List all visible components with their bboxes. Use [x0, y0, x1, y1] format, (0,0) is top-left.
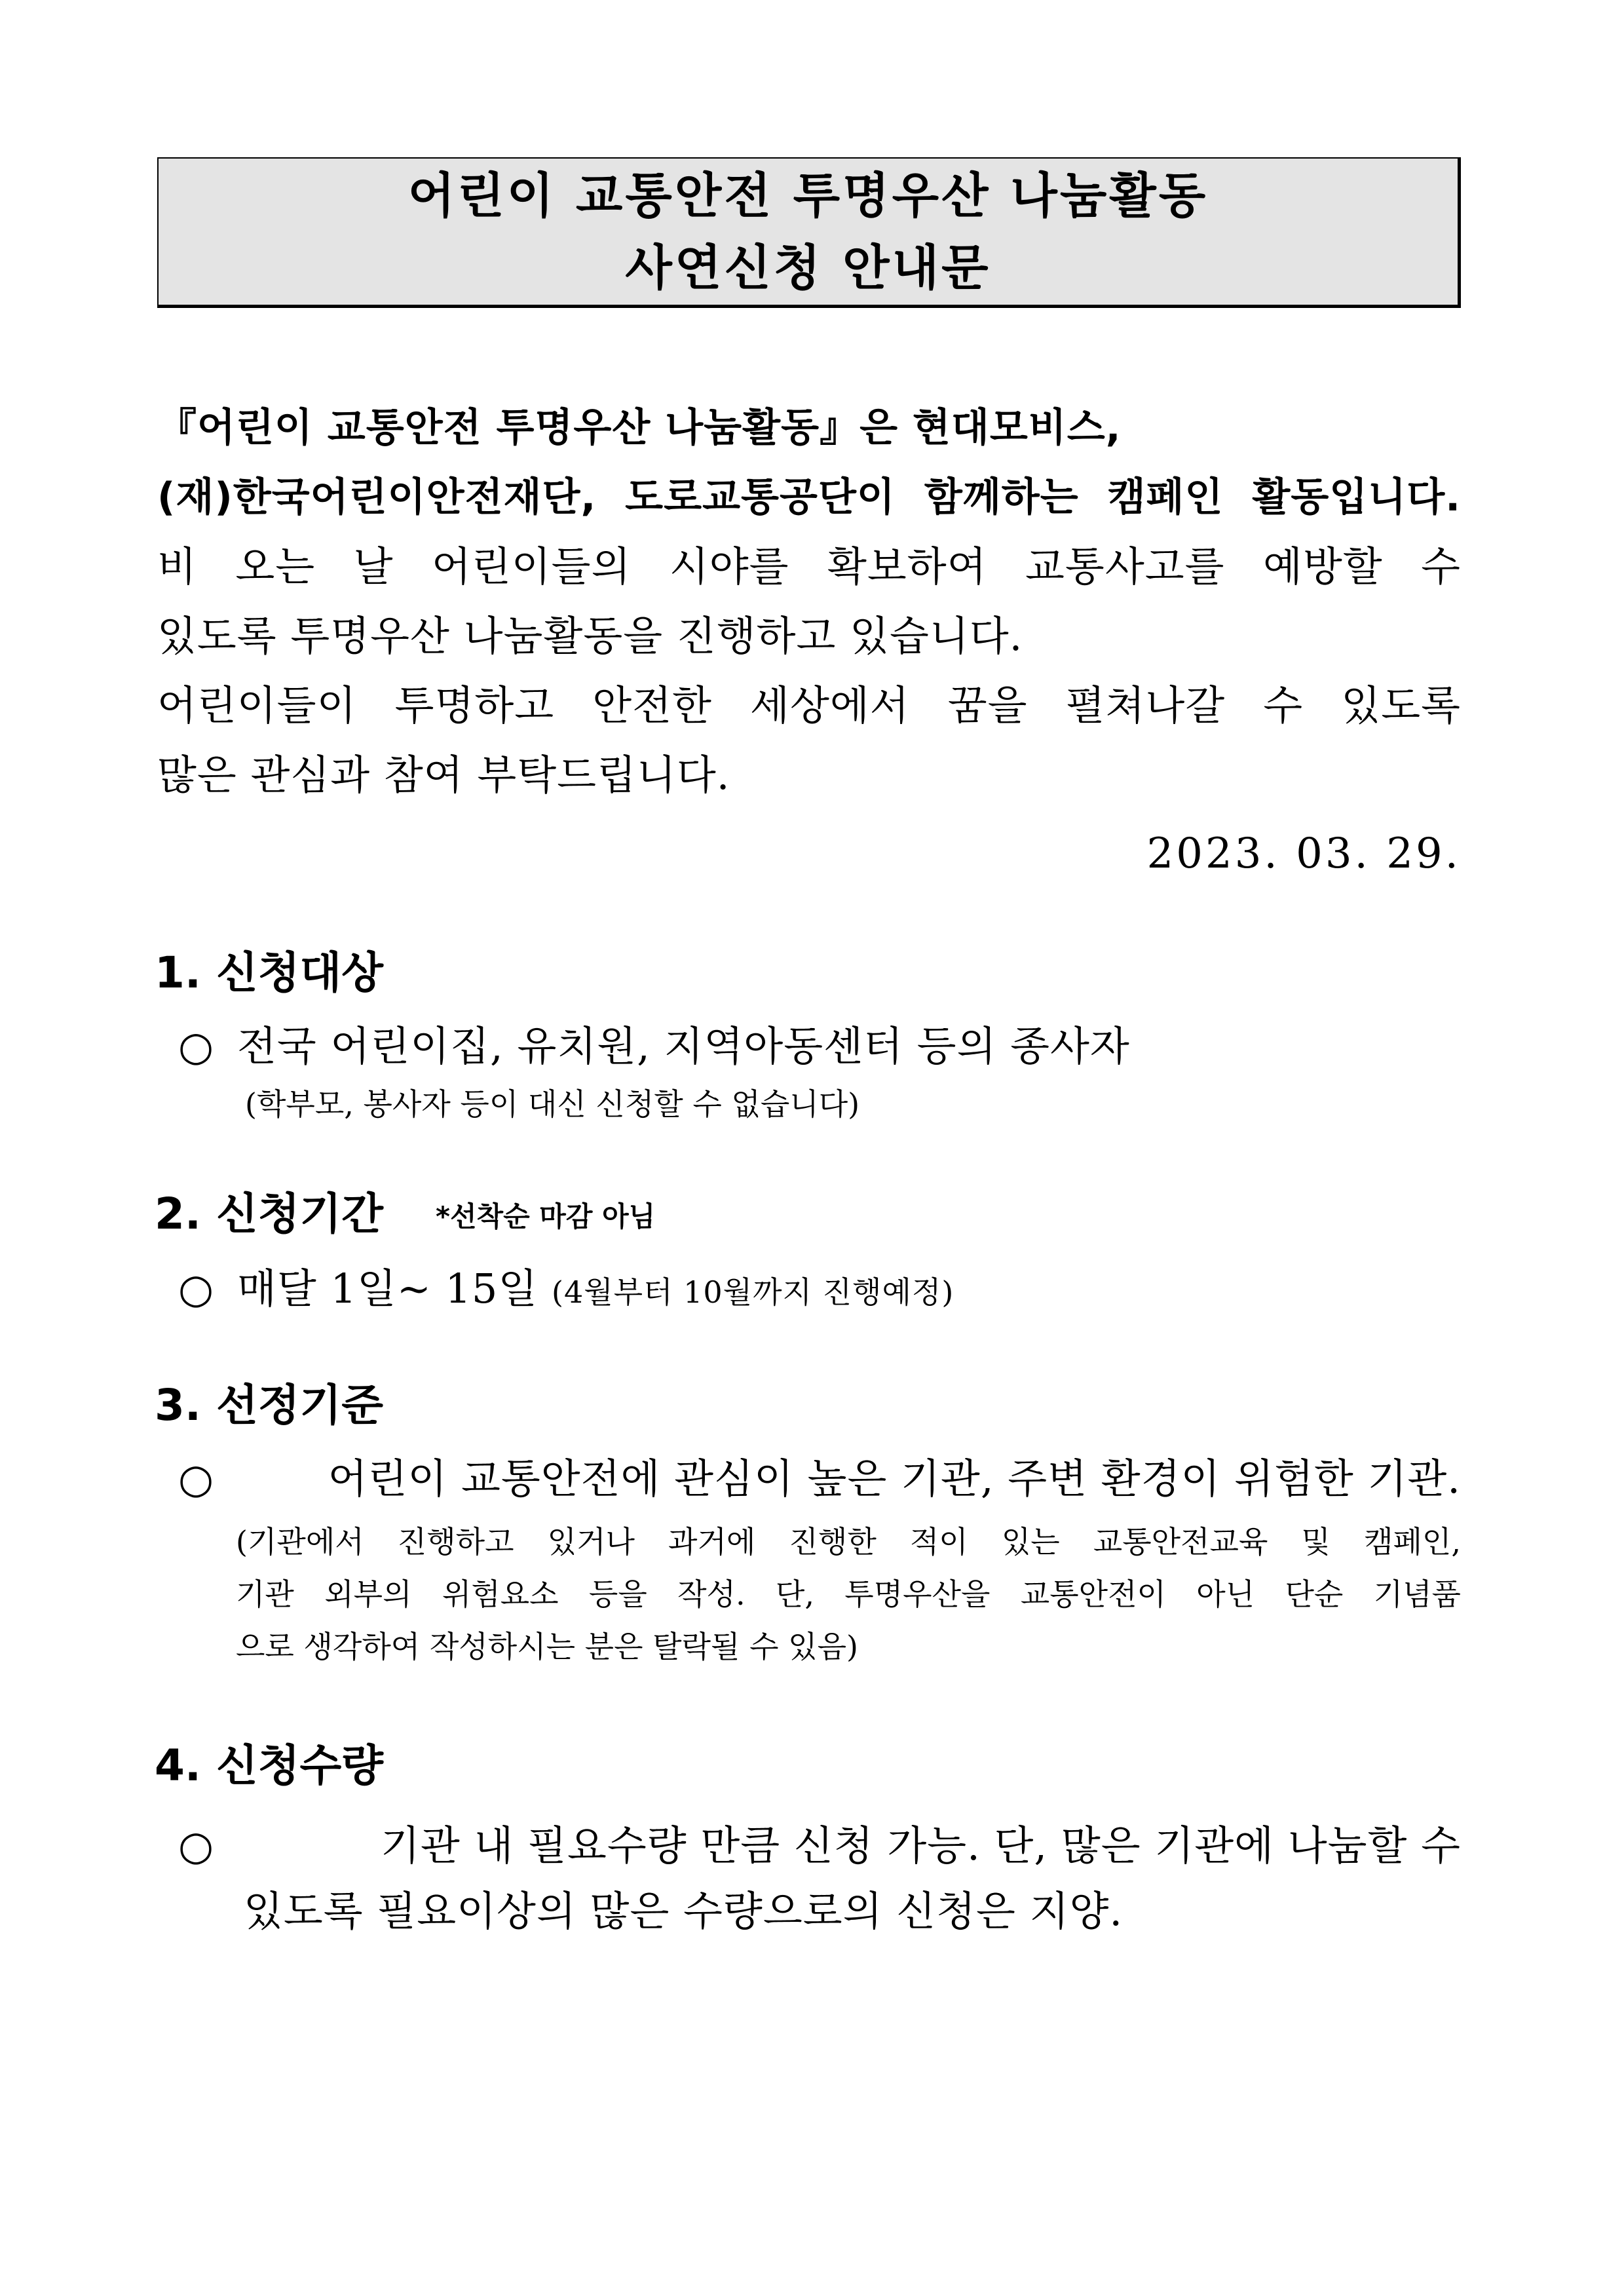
intro-line-2: (재)한국어린이안전재단, 도로교통공단이 함께하는 캠페인 활동입니다.: [157, 474, 1461, 520]
section-3-note-line-3: 으로 생각하여 작성하시는 분은 탈락될 수 있음): [236, 1629, 858, 1664]
section-3-note-line-1: (기관에서 진행하고 있거나 과거에 진행한 적이 있는 교통안전교육 및 캠페인,: [236, 1524, 1461, 1559]
section-1-note: (학부모, 봉사자 등이 대신 신청할 수 없습니다): [245, 1086, 860, 1122]
section-4-heading-text: 4. 신청수량: [155, 1740, 383, 1791]
intro-line-1: 『어린이 교통안전 투명우산 나눔활동』은 현대모비스,: [157, 405, 1122, 451]
section-1-bullet-text: 전국 어린이집, 유치원, 지역아동센터 등의 종사자: [237, 1022, 1130, 1070]
section-1-heading: [155, 944, 383, 1003]
section-3-note-line-2: 기관 외부의 위험요소 등을 작성. 단, 투명우산을 교통안전이 아닌 단순 기념품: [236, 1577, 1461, 1612]
section-3-heading: [155, 1376, 383, 1435]
circle-bullet-icon: ○: [178, 1022, 215, 1070]
section-2-note: (4월부터 10월까지 진행예정): [552, 1274, 954, 1310]
section-2-heading-text: 2. 신청기간: [155, 1189, 383, 1239]
section-2-bullet-text: 매달 1일~ 15일: [237, 1265, 538, 1312]
section-2-heading: [155, 1185, 655, 1246]
section-3-bullet-text: 어린이 교통안전에 관심이 높은 기관, 주변 환경이 위험한 기관.: [328, 1455, 1461, 1502]
section-2-bullet: [178, 1259, 954, 1322]
section-4-heading: [155, 1736, 383, 1795]
title-box: [157, 157, 1461, 308]
intro-line-5: 어린이들이 투명하고 안전한 세상에서 꿈을 펼쳐나갈 수 있도록: [157, 681, 1461, 729]
section-3-heading-text: 3. 선정기준: [155, 1380, 383, 1430]
section-4-bullet: [178, 1816, 1461, 1875]
intro-line-3: 비 오는 날 어린이들의 시야를 확보하여 교통사고를 예방할 수: [157, 543, 1461, 590]
document-title-line2: 사연신청 안내문: [625, 239, 991, 296]
section-4-bullet-text-line-2: 있도록 필요이상의 많은 수량으로의 신청은 지양.: [244, 1887, 1124, 1935]
document-title-line1: 어린이 교통안전 투명우산 나눔활동: [407, 167, 1209, 224]
section-1-bullet: [178, 1017, 1130, 1076]
document-date: 2023. 03. 29.: [1146, 830, 1461, 878]
circle-bullet-icon: ○: [178, 1455, 215, 1502]
intro-line-4: 있도록 투명우산 나눔활동을 진행하고 있습니다.: [157, 612, 1023, 660]
circle-bullet-icon: ○: [178, 1265, 215, 1312]
section-2-heading-note: *선착순 마감 아님: [436, 1200, 656, 1233]
circle-bullet-icon: ○: [178, 1822, 215, 1869]
intro-paragraph: [157, 393, 1461, 810]
section-1-heading-text: 1. 신청대상: [155, 947, 383, 998]
intro-line-6: 많은 관심과 참여 부탁드립니다.: [157, 751, 730, 799]
section-3-bullet: [178, 1449, 1461, 1508]
section-4-bullet-text-line-1: 기관 내 필요수량 만큼 신청 가능. 단, 많은 기관에 나눔할 수: [380, 1822, 1461, 1869]
